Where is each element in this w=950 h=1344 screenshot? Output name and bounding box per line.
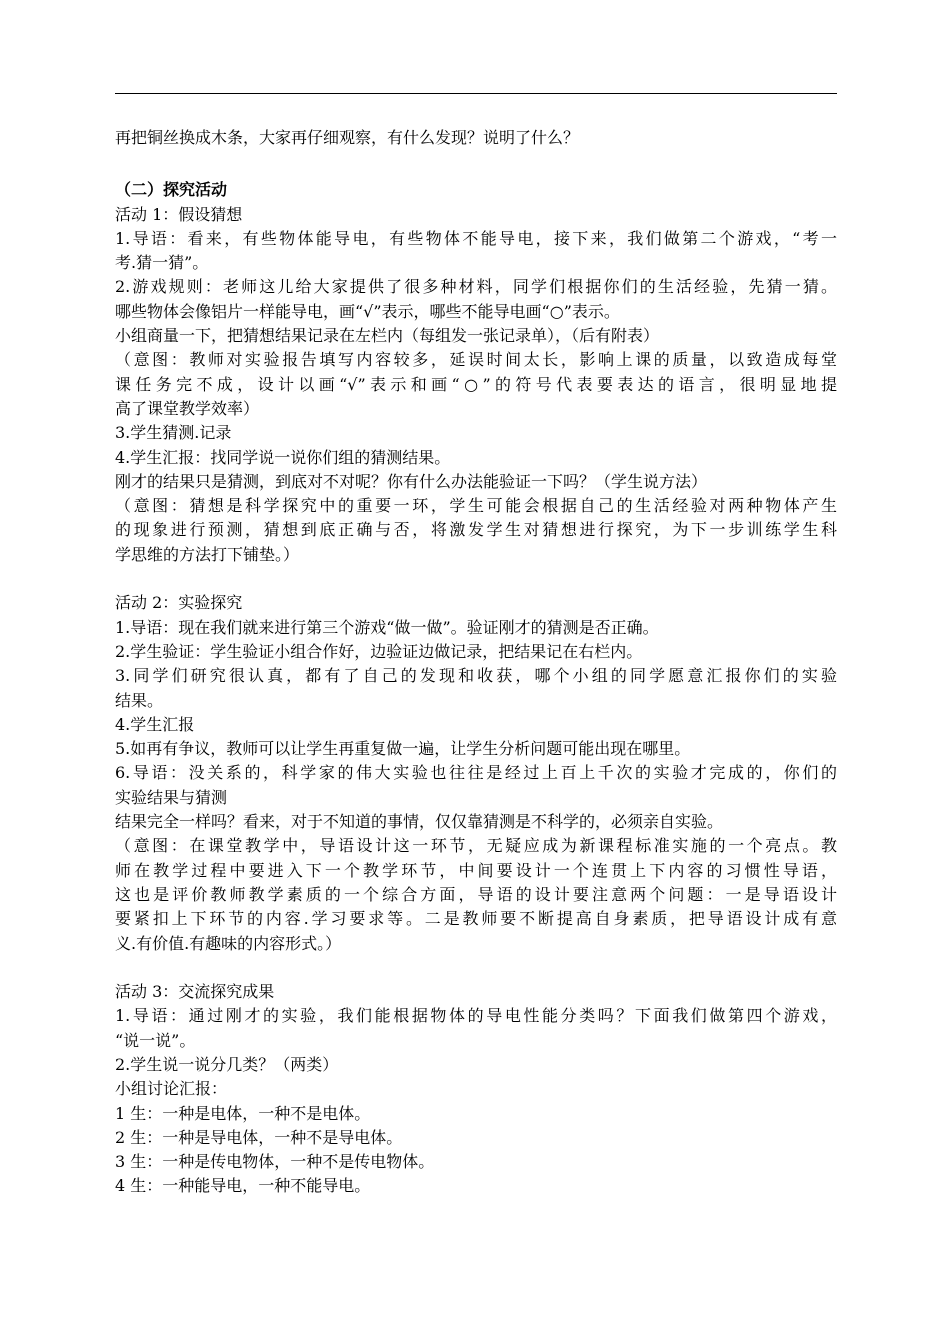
activity1-line: 课任务完不成，设计以画“√”表示和画“○”的符号代表要表达的语言，很明显地提 <box>115 374 837 394</box>
activity2-line: 这也是评价教师教学素质的一个综合方面，导语的设计要注意两个问题：一是导语设计 <box>115 884 837 904</box>
activity1-line: 小组商量一下，把猜想结果记录在左栏内（每组发一张记录单），（后有附表） <box>115 326 660 346</box>
activity1-line: 1.导语：看来，有些物体能导电，有些物体不能导电，接下来，我们做第二个游戏，“考一 <box>115 228 837 248</box>
activity2-line: 1.导语：现在我们就来进行第三个游戏“做一做”。验证刚才的猜测是否正确。 <box>115 617 659 637</box>
activity1-line: 哪些物体会像铝片一样能导电，画“√”表示，哪些不能导电画“○”表示。 <box>115 301 620 321</box>
activity3-line: 4 生：一种能导电，一种不能导电。 <box>115 1176 371 1196</box>
activity2-line: 结果完全一样吗？看来，对于不知道的事情，仅仅靠猜测是不科学的，必须亲自实验。 <box>115 812 724 832</box>
activity3-line: “说一说”。 <box>115 1030 196 1050</box>
activity3-line: 3 生：一种是传电物体，一种不是传电物体。 <box>115 1152 435 1172</box>
activity1-line: 的现象进行预测，猜想到底正确与否，将激发学生对猜想进行探究，为下一步训练学生科 <box>115 520 837 540</box>
activity2-line: 2.学生验证：学生验证小组合作好，边验证边做记录，把结果记在右栏内。 <box>115 641 643 661</box>
activity1-title: 活动 1：假设猜想 <box>115 204 243 224</box>
activity2-line: （意图：在课堂教学中，导语设计这一环节，无疑应成为新课程标准实施的一个亮点。教 <box>115 836 837 856</box>
activity2-line: 4.学生汇报 <box>115 714 195 734</box>
activity3-line: 1.导语：通过刚才的实验，我们能根据物体的导电性能分类吗？下面我们做第四个游戏， <box>115 1006 837 1026</box>
activity2-line: 结果。 <box>115 690 164 710</box>
activity1-line: （意图：教师对实验报告填写内容较多，延误时间太长，影响上课的质量，以致造成每堂 <box>115 350 837 370</box>
activity2-line: 义.有价值.有趣味的内容形式。） <box>115 933 342 953</box>
activity2-line: 实验结果与猜测 <box>115 787 228 807</box>
activity1-line: 刚才的结果只是猜测，到底对不对呢？你有什么办法能验证一下吗？（学生说方法） <box>115 471 708 491</box>
activity3-line: 1 生：一种是电体，一种不是电体。 <box>115 1103 371 1123</box>
section-title: （二）探究活动 <box>115 180 228 200</box>
activity3-line: 小组讨论汇报： <box>115 1079 228 1099</box>
activity2-line: 要紧扣上下环节的内容.学习要求等。二是教师要不断提高自身素质，把导语设计成有意 <box>115 909 837 929</box>
activity3-line: 2.学生说一说分几类？（两类） <box>115 1054 339 1074</box>
activity2-line: 5.如再有争议，教师可以让学生再重复做一遍，让学生分析问题可能出现在哪里。 <box>115 739 691 759</box>
document-body <box>115 126 837 1199</box>
activity1-line: 4.学生汇报：找同学说一说你们组的猜测结果。 <box>115 447 451 467</box>
activity1-line: 3.学生猜测.记录 <box>115 423 232 443</box>
intro-paragraph: 再把铜丝换成木条，大家再仔细观察，有什么发现？说明了什么？ <box>115 128 580 147</box>
header-rule <box>115 93 837 94</box>
activity2-line: 3.同学们研究很认真，都有了自己的发现和收获，哪个小组的同学愿意汇报你们的实验 <box>115 666 837 686</box>
activity2-line: 6.导语：没关系的，科学家的伟大实验也往往是经过上百上千次的实验才完成的，你们的 <box>115 763 837 783</box>
activity2-title: 活动 2：实验探究 <box>115 593 243 613</box>
activity1-line: 2.游戏规则：老师这儿给大家提供了很多种材料，同学们根据你们的生活经验，先猜一猜。 <box>115 277 837 297</box>
activity1-line: 考.猜一猜”。 <box>115 253 209 273</box>
activity2-line: 师在教学过程中要进入下一个教学环节，中间要设计一个连贯上下内容的习惯性导语， <box>115 860 837 880</box>
activity1-line: 高了课堂教学效率） <box>115 398 260 418</box>
activity3-line: 2 生：一种是导电体，一种不是导电体。 <box>115 1127 403 1147</box>
activity3-title: 活动 3：交流探究成果 <box>115 982 275 1002</box>
activity1-line: （意图：猜想是科学探究中的重要一环，学生可能会根据自己的生活经验对两种物体产生 <box>115 496 837 516</box>
activity1-line: 学思维的方法打下铺垫。） <box>115 544 300 564</box>
